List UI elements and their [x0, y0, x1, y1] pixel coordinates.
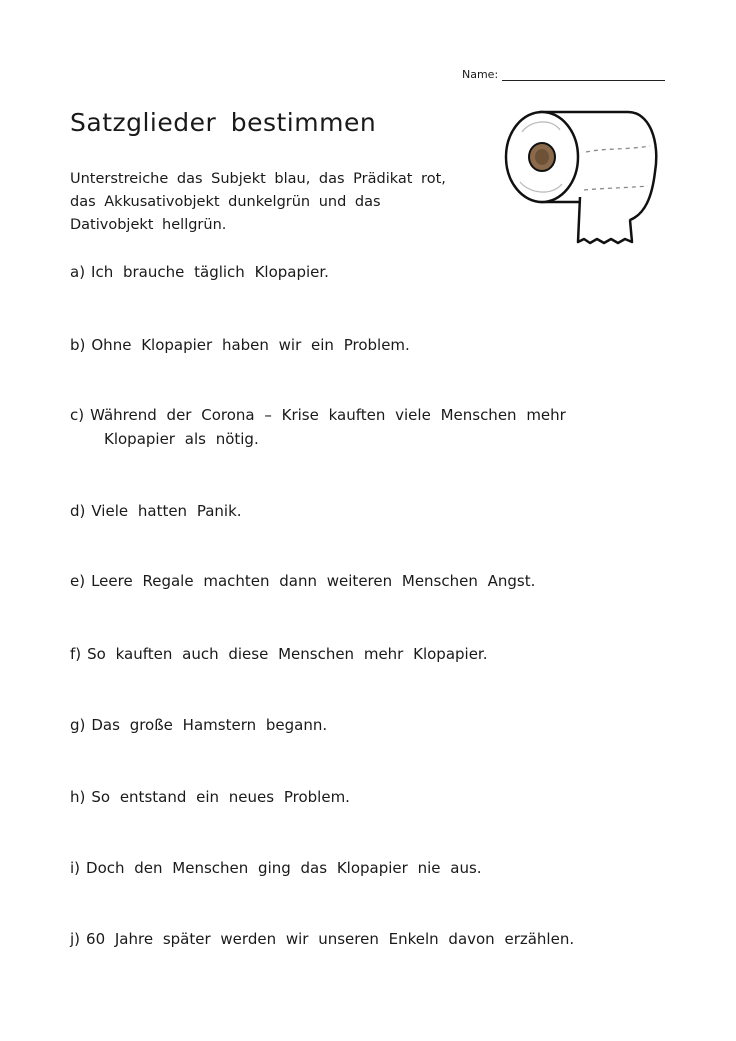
exercise-g	[70, 713, 327, 737]
exercise-letter: d)	[70, 502, 86, 520]
name-field	[462, 68, 665, 81]
exercise-letter: j)	[70, 930, 81, 948]
exercise-sentence[interactable]: Ohne Klopapier haben wir ein Problem.	[91, 336, 410, 354]
exercise-sentence[interactable]: Während der Corona – Krise kauften viele Menschen mehr	[90, 406, 566, 424]
exercise-sentence[interactable]: 60 Jahre später werden wir unseren Enkeln davon erzählen.	[86, 930, 575, 948]
instruction-line: Dativobjekt hellgrün.	[70, 217, 227, 233]
exercise-letter: g)	[70, 716, 86, 734]
exercise-e	[70, 569, 535, 593]
exercise-i	[70, 856, 482, 880]
exercise-f	[70, 642, 487, 666]
exercise-letter: f)	[70, 645, 82, 663]
exercise-letter: a)	[70, 263, 86, 281]
exercise-sentence[interactable]: Doch den Menschen ging das Klopapier nie aus.	[86, 859, 482, 877]
exercise-letter: i)	[70, 859, 81, 877]
exercise-sentence[interactable]: Viele hatten Panik.	[91, 502, 242, 520]
exercise-letter: e)	[70, 572, 86, 590]
exercise-sentence-continuation[interactable]: Klopapier als nötig.	[104, 430, 259, 448]
exercise-b	[70, 333, 410, 357]
exercise-letter: c)	[70, 406, 85, 424]
instruction-line: Unterstreiche das Subjekt blau, das Prädikat rot,	[70, 171, 446, 187]
exercise-d	[70, 499, 242, 523]
page-title: Satzglieder bestimmen	[70, 108, 377, 137]
name-line[interactable]	[502, 68, 665, 81]
name-label: Name:	[462, 68, 499, 81]
toilet-paper-roll-icon	[500, 102, 660, 254]
exercise-sentence[interactable]: So entstand ein neues Problem.	[91, 788, 350, 806]
exercise-sentence[interactable]: Das große Hamstern begann.	[91, 716, 328, 734]
exercise-c	[70, 403, 566, 451]
instructions	[70, 168, 500, 237]
exercise-a	[70, 260, 329, 284]
exercise-sentence[interactable]: Ich brauche täglich Klopapier.	[91, 263, 329, 281]
exercise-letter: h)	[70, 788, 86, 806]
instruction-line: das Akkusativobjekt dunkelgrün und das	[70, 194, 381, 210]
exercise-sentence[interactable]: So kauften auch diese Menschen mehr Klopapier.	[87, 645, 488, 663]
exercise-h	[70, 785, 350, 809]
exercise-j	[70, 927, 574, 951]
exercise-letter: b)	[70, 336, 86, 354]
exercise-sentence[interactable]: Leere Regale machten dann weiteren Menschen Angst.	[91, 572, 536, 590]
